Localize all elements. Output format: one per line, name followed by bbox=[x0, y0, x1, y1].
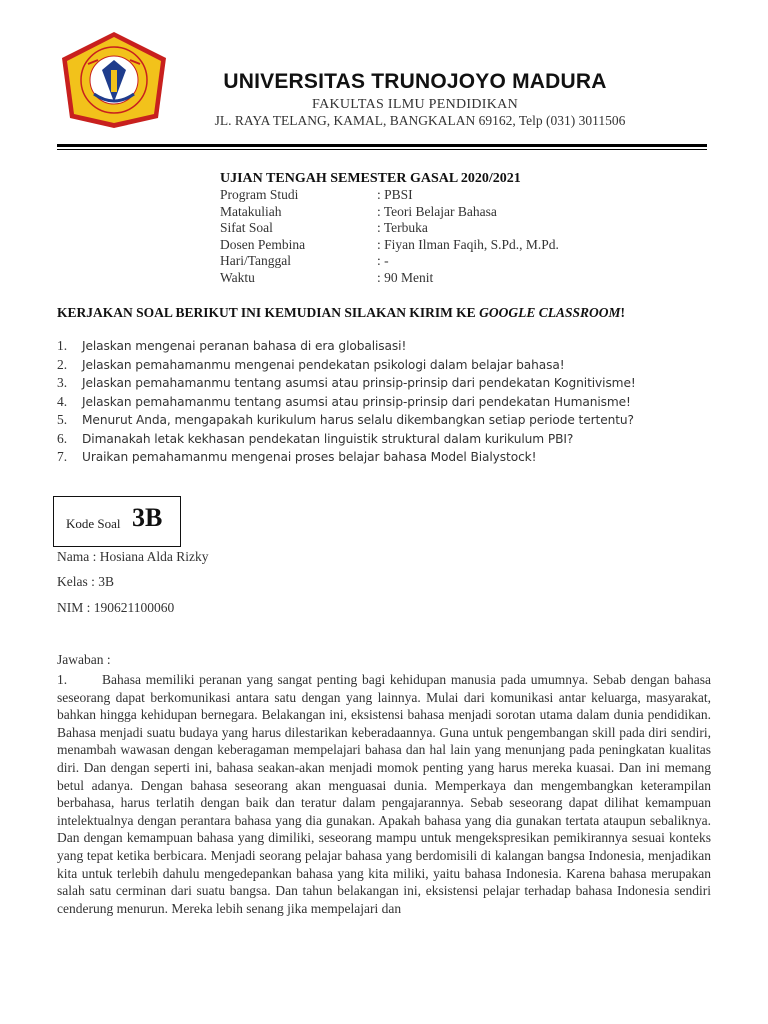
info-row-date bbox=[220, 253, 559, 270]
question-text: Menurut Anda, mengapakah kurikulum harus selalu dikembangkan setiap periode tertentu? bbox=[82, 413, 634, 427]
info-row-program bbox=[220, 187, 559, 204]
university-name: UNIVERSITAS TRUNOJOYO MADURA bbox=[223, 70, 607, 93]
question-text: Jelaskan pemahamanmu mengenai pendekatan psikologi dalam belajar bahasa! bbox=[82, 357, 565, 372]
answer-number: 1. bbox=[57, 672, 68, 687]
info-label: Program Studi bbox=[220, 187, 299, 202]
question-item bbox=[57, 374, 636, 393]
university-logo bbox=[58, 30, 170, 130]
question-item bbox=[57, 448, 636, 467]
info-row-course bbox=[220, 204, 559, 221]
header-divider-thick bbox=[57, 144, 707, 147]
question-text: Jelaskan pemahamanmu tentang asumsi atau prinsip-prinsip dari pendekatan Humanisme! bbox=[82, 394, 631, 409]
exam-info bbox=[220, 187, 559, 286]
question-number: 4. bbox=[57, 393, 68, 409]
question-number: 5. bbox=[57, 412, 68, 427]
info-value: : - bbox=[377, 253, 389, 268]
instruction-emphasis: GOOGLE CLASSROOM bbox=[479, 305, 621, 320]
info-value: : Teori Belajar Bahasa bbox=[377, 203, 497, 219]
kode-soal-value: 3B bbox=[132, 503, 163, 532]
info-row-time bbox=[220, 270, 559, 287]
info-value: : 90 Menit bbox=[377, 269, 434, 285]
info-value: : Fiyan Ilman Faqih, S.Pd., M.Pd. bbox=[377, 236, 559, 252]
info-label: Sifat Soal bbox=[220, 220, 273, 235]
info-value: : Terbuka bbox=[377, 220, 428, 235]
answer-text: Bahasa memiliki peranan yang sangat penting bagi kehidupan manusia pada umumnya. Sebab dengan bahasa seseorang dapat berkomunikasi antara satu dengan yang lainnya. Mulai dari komunikasi antar keluarga, masyarakat, bahkan hingga kehidupan bernegara. Belakangan ini, eksistensi bahasa menjadi sorotan utama dalam dunia pendidikan. Bahasa menjadi suatu budaya yang harus dilestarikan keberadaannya. Guna untuk pengembangan skill pada diri sendiri, menambah wawasan dengan keberagaman mempelajari bahasa dan hal lain yang menunjang pada peningkatan kualitas diri. Dan dengan seperti ini, bahasa seakan-akan menjadi momok penting yang harus mereka kuasai. Dan ini memang betul adanya. Dengan bahasa seseorang akan menguasai dunia. Memperkaya dan mengembangkan keterampilan berbahasa, harus terlatih dengan baik dan teratur dalam pengajarannya. Sebab seseorang dapat dilihat kemampuan intelektualnya dengan perantara bahasa yang dia gunakan. Apakah bahasa yang dia gunakan tertata ataupun sebaliknya. Dan dengan kemampuan bahasa yang dimiliki, seseorang mampu untuk mengekspresikan pemikirannya sesuai konteks yang tepat ketika berbicara. Menjadi seorang pelajar bahasa yang berdomisili di kalangan bangsa Indonesia, menjadikan kita untuk terlebih dahulu mengedepankan bahasa yang kita miliki, yaitu bahasa Indonesia. Karena bahasa merupakan salah satu cerminan dari suatu bangsa. Dan tahun belakangan ini, eksistensi pelajar terhadap bahasa Indonesia sendiri cenderung menurun. Mereka lebih senang jika mempelajari dan bbox=[57, 672, 711, 916]
info-label: Dosen Pembina bbox=[220, 236, 306, 252]
info-label: Matakuliah bbox=[220, 203, 282, 219]
question-text: Dimanakah letak kekhasan pendekatan linguistik struktural dalam kurikulum PBI? bbox=[82, 431, 574, 446]
question-number: 7. bbox=[57, 449, 68, 464]
question-text: Jelaskan pemahamanmu tentang asumsi atau prinsip-prinsip dari pendekatan Kognitivisme! bbox=[82, 376, 636, 390]
info-row-lecturer bbox=[220, 237, 559, 254]
question-number: 3. bbox=[57, 375, 68, 390]
question-item bbox=[57, 356, 636, 375]
question-number: 1. bbox=[57, 338, 68, 353]
info-label: Hari/Tanggal bbox=[220, 253, 292, 268]
kode-soal-box bbox=[53, 496, 181, 547]
info-value: : PBSI bbox=[377, 187, 413, 202]
question-item bbox=[57, 411, 636, 430]
kode-soal-label: Kode Soal bbox=[66, 516, 121, 531]
answer-paragraph bbox=[57, 671, 711, 917]
info-label: Waktu bbox=[220, 269, 255, 285]
question-number: 6. bbox=[57, 430, 68, 446]
question-number: 2. bbox=[57, 356, 68, 372]
question-item bbox=[57, 393, 636, 412]
student-class: Kelas : 3B bbox=[57, 574, 114, 589]
answer-heading: Jawaban : bbox=[57, 652, 111, 667]
university-address: JL. RAYA TELANG, KAMAL, BANGKALAN 69162, Telp (031) 3011506 bbox=[214, 113, 626, 128]
question-list bbox=[57, 337, 636, 467]
instruction-prefix: KERJAKAN SOAL BERIKUT INI KEMUDIAN SILAKAN KIRIM KE bbox=[57, 305, 480, 320]
question-text: Jelaskan mengenai peranan bahasa di era globalisasi! bbox=[82, 339, 407, 353]
header-divider-thin bbox=[57, 149, 707, 150]
question-item bbox=[57, 430, 636, 449]
info-row-type bbox=[220, 220, 559, 237]
exam-title: UJIAN TENGAH SEMESTER GASAL 2020/2021 bbox=[220, 171, 521, 186]
student-name: Nama : Hosiana Alda Rizky bbox=[57, 549, 209, 564]
faculty-name: FAKULTAS ILMU PENDIDIKAN bbox=[312, 97, 518, 112]
instruction bbox=[57, 305, 625, 321]
question-item bbox=[57, 337, 636, 356]
question-text: Uraikan pemahamanmu mengenai proses belajar bahasa Model Bialystock! bbox=[82, 450, 537, 464]
student-nim: NIM : 190621100060 bbox=[57, 600, 175, 615]
instruction-suffix: ! bbox=[620, 305, 625, 320]
